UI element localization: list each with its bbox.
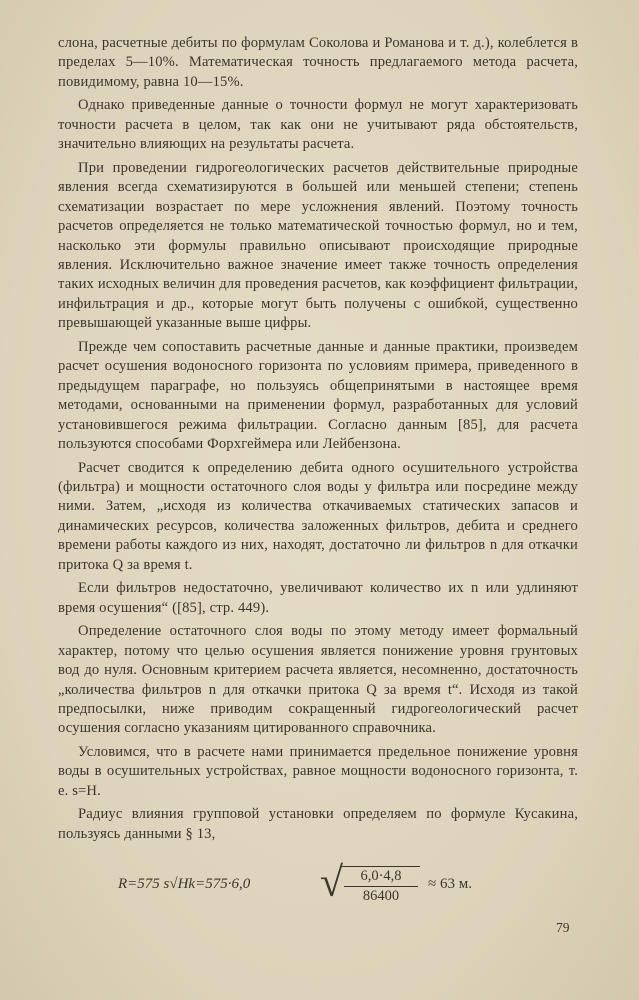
radius-formula — [118, 860, 538, 912]
paragraph: При проведении гидрогеологических расчетов действительные природные явления всегда схематизируются в большей или меньшей степени; степень схематизации возрастает по мере усложнения явлений. Поэтому точность расчетов определяется не только математической точностью формул, но и тем, насколько эти формулы правильно описывают происходящие природные явления. Исключительно важное значение имеет также точность определения таких исходных величин для проведения расчетов, как коэффициент фильтрации, инфильтрация и др., которые могут быть получены с ошибкой, существенно превышающей указанные выше цифры. — [58, 159, 578, 332]
radical-vinculum — [340, 866, 420, 867]
body-text — [58, 34, 578, 848]
formula-result: ≈ 63 м. — [428, 876, 472, 892]
paragraph: Прежде чем сопоставить расчетные данные и данные практики, произведем расчет осушения водоносного горизонта по условиям примера, приведенного в предыдущем параграфе, но пользуясь общепринятыми в настоящее время методами, основанными на применении формул, разработанных для условий установившегося режима фильтрации. Согласно данным [85], для расчета пользуются способами Форхгеймера или Лейбензона. — [58, 338, 578, 453]
fraction-numerator: 6,0·4,8 — [344, 868, 418, 887]
paragraph-continuation: слона, расчетные дебиты по формулам Соколова и Романова и т. д.), колеблется в пределах 5—10%. Математическая точность предлагаемого метода расчета, повидимому, равна 10—15%. — [58, 35, 578, 90]
fraction-denominator: 86400 — [362, 888, 400, 904]
radical-sign: √ — [320, 860, 344, 906]
paragraph: Расчет сводится к определению дебита одного осушительного устройства (фильтра) и мощности остаточного слоя воды у фильтра или посредине между ними. Затем, „исходя из количества откачиваемых статических запасов и динамических ресурсов, количества заложенных фильтров, дебита и среднего времени работы каждого из них, находят, достаточно ли фильтров n для откачки притока Q за время t. — [58, 459, 578, 573]
page-number: 79 — [556, 920, 570, 935]
formula-lhs: R=575 s√Hk=575·6,0 — [118, 876, 251, 892]
paragraph: Определение остаточного слоя воды по этому методу имеет формальный характер, потому что целью осушения является понижение уровня грунтовых вод до нуля. Основным критерием расчета является, несомненно, достаточность „количества фильтров n для откачки притока Q за время t“. Исходя из такой предпосылки, ниже приводим сокращенный гидрогеологический расчет осушения согласно указаниям цитированного справочника. — [58, 623, 578, 737]
paragraph: Если фильтров недостаточно, увеличивают количество их n или удлиняют время осушения“ ([85], стр. 449). — [58, 580, 578, 616]
paragraph: Однако приведенные данные о точности формул не могут характеризовать точности расчета в целом, так как они не учитывают ряда обстоятельств, значительно влияющих на результаты расчета. — [58, 97, 578, 153]
paragraph: Условимся, что в расчете нами принимается предельное понижение уровня воды в осушительных устройствах, равное мощности водоносного горизонта, т. е. s=H. — [58, 743, 578, 799]
formula-fraction — [344, 868, 418, 905]
paragraph: Радиус влияния групповой установки определяем по формуле Кусакина, пользуясь данными § 13, — [58, 806, 578, 842]
